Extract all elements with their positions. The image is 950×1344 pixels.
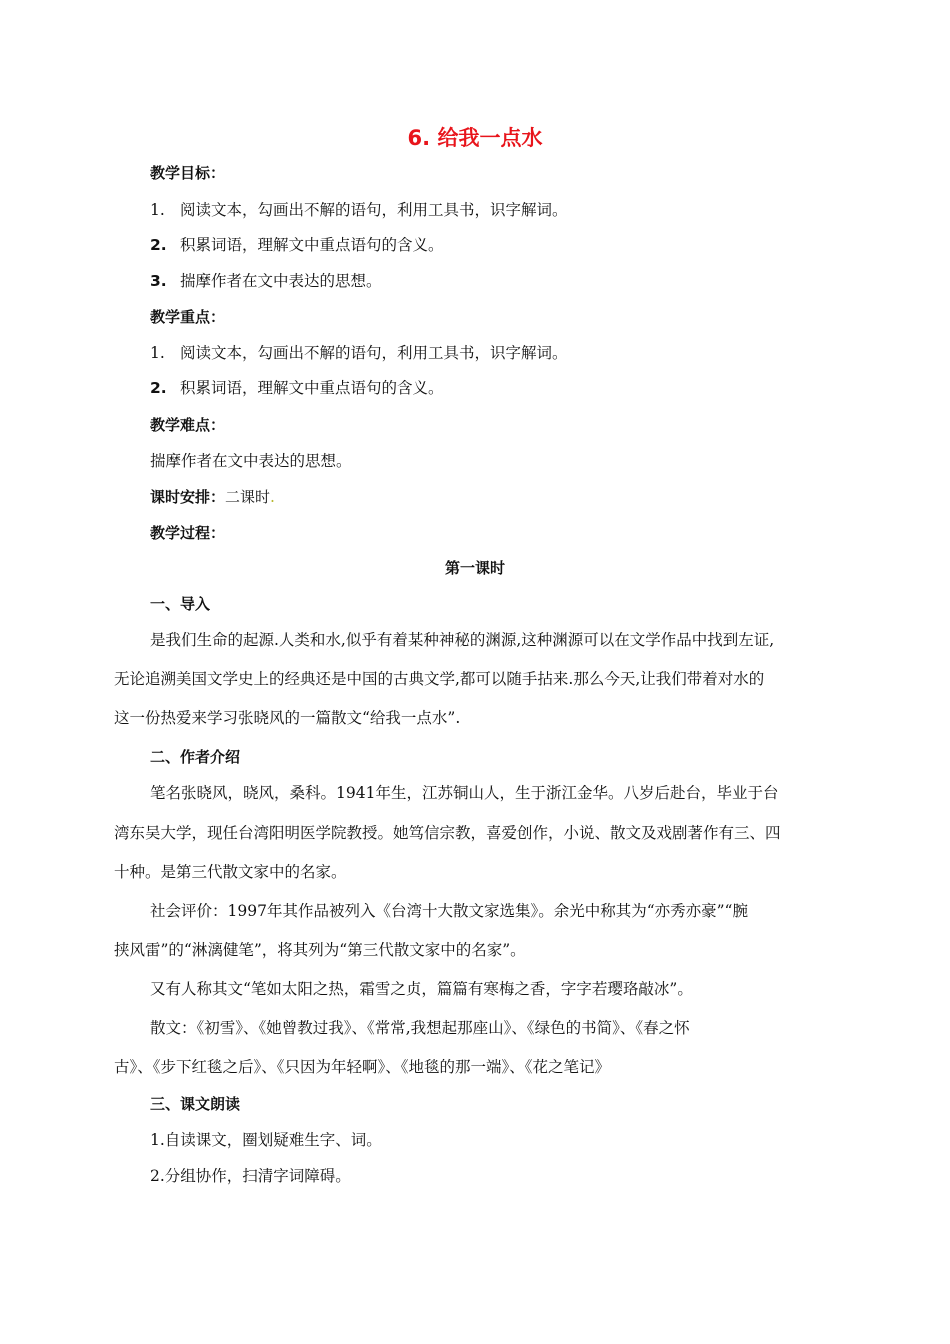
document-title: 6. 给我一点水 <box>407 126 543 150</box>
paragraph-line: 古》、《步下红毯之后》、《只因为年轻啊》、《地毯的那一端》、《花之笔记》 <box>114 1058 611 1076</box>
key-point-item <box>150 342 568 364</box>
paragraph-line: 笔名张晓风，晓风，桑科。1941年生，江苏铜山人，生于浙江金华。八岁后赴台，毕业于台 <box>150 784 779 802</box>
paragraph-line: 无论追溯美国文学史上的经典还是中国的古典文学,都可以随手拈来.那么今天,让我们带着对水的 <box>114 670 765 688</box>
paragraph-line: 湾东吴大学，现任台湾阳明医学院教授。她笃信宗教，喜爱创作，小说、散文及戏剧著作有三、四 <box>114 824 781 842</box>
item-number: 2. <box>150 236 167 254</box>
item-text: 积累词语，理解文中重点语句的含义。 <box>180 379 444 397</box>
objectives-heading: 教学目标： <box>150 164 226 182</box>
objective-item <box>150 199 568 221</box>
schedule-line <box>150 486 275 508</box>
schedule-label: 课时安排： <box>150 488 226 506</box>
paragraph-line: 1.自读课文，圈划疑难生字、词。 <box>150 1131 382 1149</box>
paragraph-line: 散文：《初雪》、《她曾教过我》、《常常,我想起那座山》、《绿色的书简》、《春之怀 <box>150 1019 690 1037</box>
item-text: 积累词语，理解文中重点语句的含义。 <box>180 236 444 254</box>
paragraph-line: 2.分组协作，扫清字词障碍。 <box>150 1167 351 1185</box>
paragraph-line: 是我们生命的起源.人类和水,似乎有着某种神秘的渊源,这种渊源可以在文学作品中找到左证, <box>150 631 775 649</box>
key-points-heading: 教学重点： <box>150 308 226 326</box>
key-point-item <box>150 377 444 399</box>
objective-item <box>150 270 382 292</box>
paragraph-line: 社会评价：1997年其作品被列入《台湾十大散文家选集》。余光中称其为“亦秀亦豪”“腕 <box>150 902 748 920</box>
objective-item <box>150 234 444 256</box>
item-number: 1. <box>150 201 165 219</box>
section-heading-author: 二、作者介绍 <box>150 748 241 766</box>
paragraph-line: 这一份热爱来学习张晓风的一篇散文“给我一点水”. <box>114 709 461 727</box>
item-text: 阅读文本，勾画出不解的语句，利用工具书，识字解词。 <box>180 344 568 362</box>
schedule-dot: . <box>270 488 275 506</box>
lesson-heading: 第一课时 <box>444 559 505 577</box>
difficulty-text: 揣摩作者在文中表达的思想。 <box>150 452 352 470</box>
item-number: 1. <box>150 344 165 362</box>
section-heading-reading: 三、课文朗读 <box>150 1095 241 1113</box>
item-number: 2. <box>150 379 167 397</box>
item-text: 阅读文本，勾画出不解的语句，利用工具书，识字解词。 <box>180 201 568 219</box>
paragraph-line: 十种。是第三代散文家中的名家。 <box>114 863 347 881</box>
process-heading: 教学过程： <box>150 524 226 542</box>
item-number: 3. <box>150 272 167 290</box>
paragraph-line: 又有人称其文“笔如太阳之热，霜雪之贞，篇篇有寒梅之香，字字若璎珞敲冰”。 <box>150 980 693 998</box>
item-text: 揣摩作者在文中表达的思想。 <box>180 272 382 290</box>
paragraph-line: 挟风雷”的“淋漓健笔”，将其列为“第三代散文家中的名家”。 <box>114 941 526 959</box>
schedule-value: 二课时 <box>225 488 271 506</box>
difficulty-heading: 教学难点： <box>150 416 226 434</box>
section-heading-intro: 一、导入 <box>150 595 211 613</box>
